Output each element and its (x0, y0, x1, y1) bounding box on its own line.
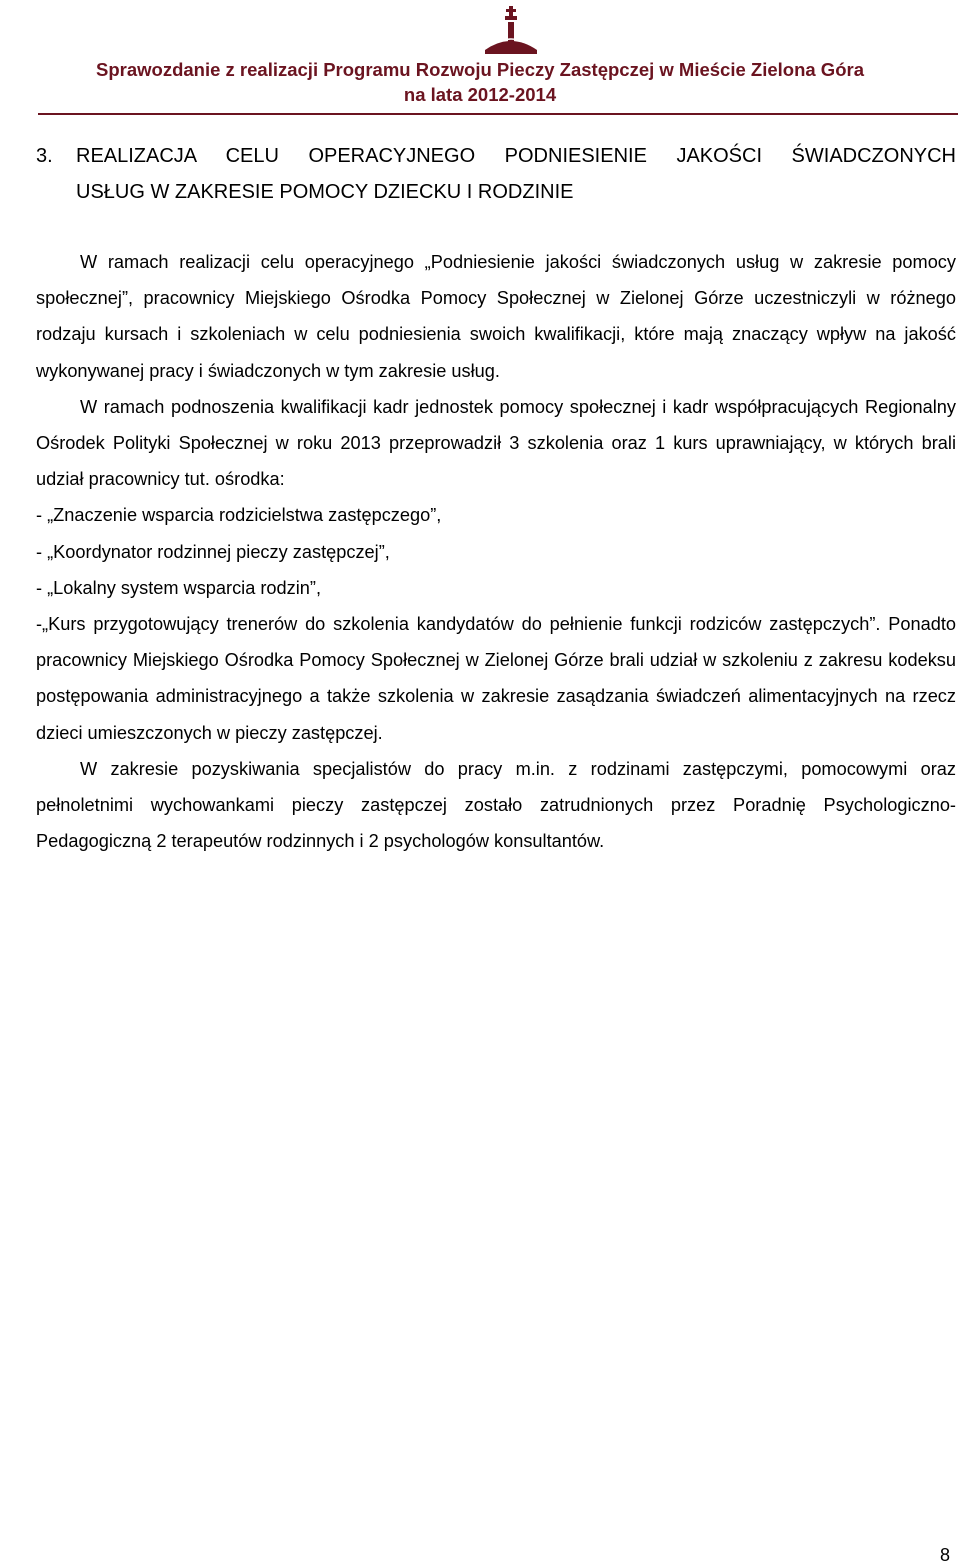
paragraph-1: W ramach realizacji celu operacyjnego „Podniesienie jakości świadczonych usług w zakresie pomocy społecznej”, pracownicy Miejskiego Ośrodka Pomocy Społecznej w Zielonej Górze uczestniczyli w różnego rodzaju kursach i szkoleniach w celu podniesienia swoich kwalifikacji, które mają znaczący wpływ na jakość wykonywanej pracy i świadczonych w tym zakresie usług. (36, 252, 956, 381)
paragraph-4: W zakresie pozyskiwania specjalistów do pracy m.in. z rodzinami zastępczymi, pomocowymi oraz pełnoletnimi wychowankami pieczy zastępczej zostało zatrudnionych przez Poradnię Psychologiczno-Pedagogiczną 2 terapeutów rodzinnych i 2 psychologów konsultantów. (36, 758, 956, 852)
document-header-title (0, 57, 960, 107)
header-title-line1: Sprawozdanie z realizacji Programu Rozwoju Pieczy Zastępczej w Mieście Zielona Góra (96, 59, 864, 80)
page-number: 8 (939, 1545, 950, 1565)
city-crest-icon (481, 2, 541, 56)
header-divider (38, 113, 958, 115)
section-title-line2: USŁUG W ZAKRESIE POMOCY DZIECKU I RODZINIE (76, 181, 574, 203)
paragraph-3: -„Kurs przygotowujący trenerów do szkolenia kandydatów do pełnienie funkcji rodziców zastępczych”. Ponadto pracownicy Miejskiego Ośrodka Pomocy Społecznej w Zielonej Górze brali udział w szkoleniu z zakresu kodeksu postępowania administracyjnego a także szkolenia w zakresie zasądzania świadczeń alimentacyjnych na rzecz dzieci umieszczonych w pieczy zastępczej. (36, 614, 956, 743)
list-item: - „Koordynator rodzinnej pieczy zastępczej”, (36, 541, 390, 562)
document-body (36, 244, 956, 859)
section-number: 3. (36, 145, 53, 167)
section-title-line1: REALIZACJA CELU OPERACYJNEGO PODNIESIENIE JAKOŚCI ŚWIADCZONYCH (76, 145, 956, 167)
list-item: - „Znaczenie wsparcia rodzicielstwa zastępczego”, (36, 505, 442, 526)
list-item: - „Lokalny system wsparcia rodzin”, (36, 577, 322, 598)
header-title-line2: na lata 2012-2014 (403, 84, 557, 105)
page-header (0, 0, 960, 118)
paragraph-2: W ramach podnoszenia kwalifikacji kadr jednostek pomocy społecznej i kadr współpracujących Regionalny Ośrodek Polityki Społecznej w roku 2013 przeprowadził 3 szkolenia oraz 1 kurs uprawniający, w których brali udział pracownicy tut. ośrodka: (36, 396, 956, 490)
section-heading (36, 138, 956, 210)
